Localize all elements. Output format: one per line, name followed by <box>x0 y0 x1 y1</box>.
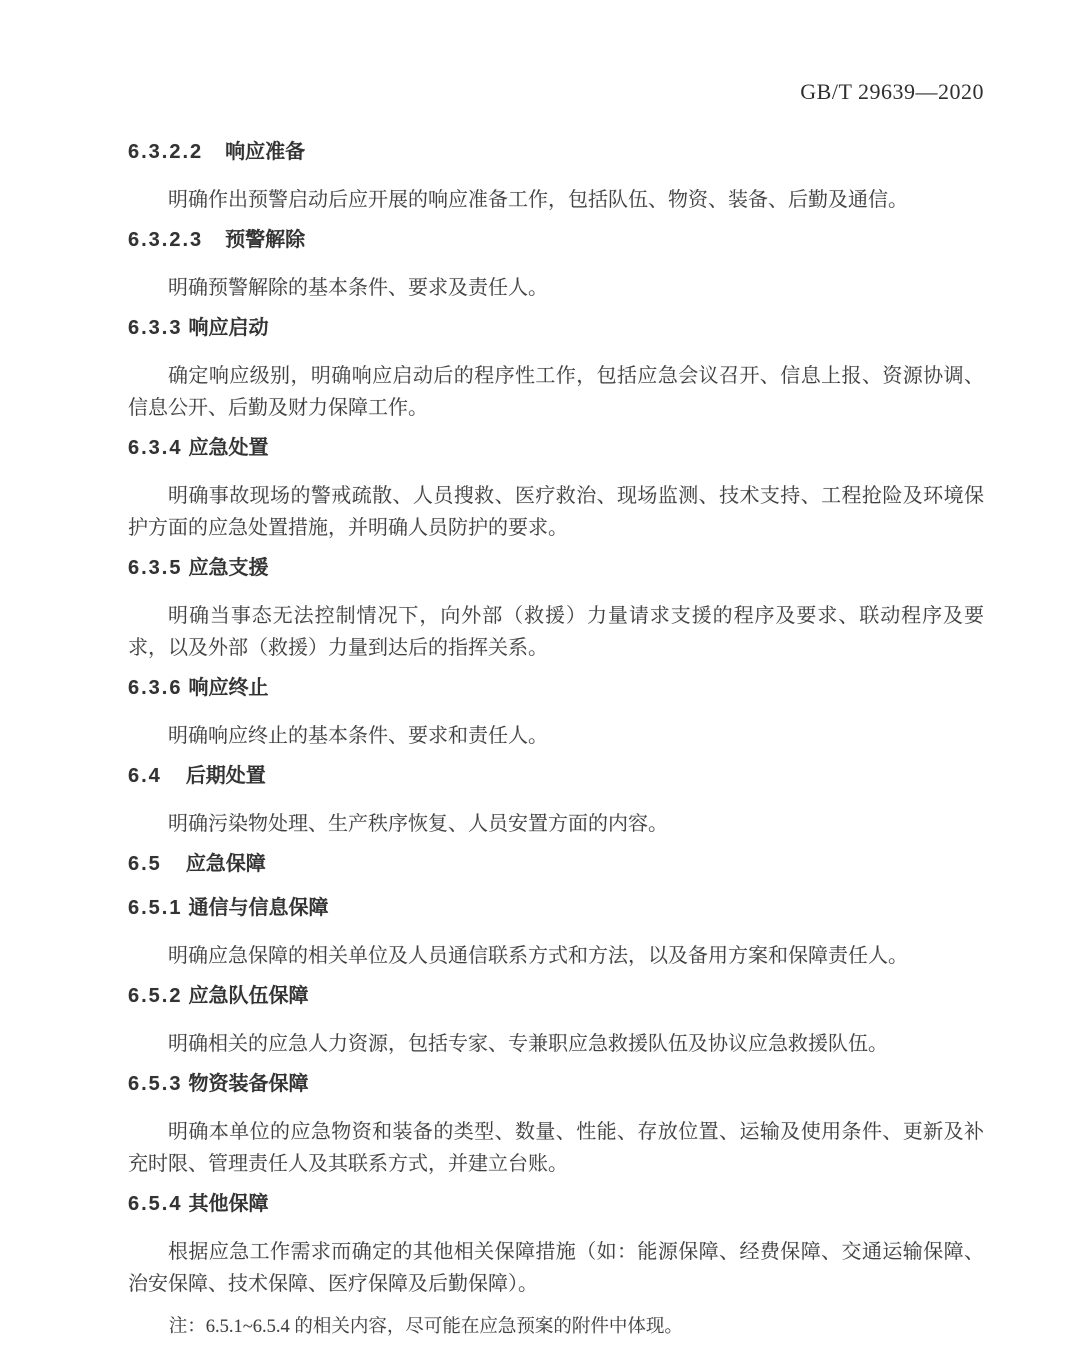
heading-number: 6.5.3 <box>128 1073 183 1095</box>
paragraph-emergency-handling: 明确事故现场的警戒疏散、人员搜救、医疗救治、现场监测、技术支持、工程抢险及环境保护方面的应急处置措施，并明确人员防护的要求。 <box>128 485 984 539</box>
heading-6-5-2 <box>128 984 984 1008</box>
heading-number: 6.3.6 <box>128 677 183 699</box>
heading-title: 响应终止 <box>188 677 269 699</box>
paragraph-response-preparation: 明确作出预警启动后应开展的响应准备工作，包括队伍、物资、装备、后勤及通信。 <box>168 189 908 211</box>
heading-6-3-5 <box>128 556 984 580</box>
paragraph-response-termination: 明确响应终止的基本条件、要求和责任人。 <box>168 725 548 747</box>
heading-number: 6.3.5 <box>128 557 183 579</box>
heading-6-5-3 <box>128 1072 984 1096</box>
heading-6-4 <box>128 764 984 788</box>
heading-number: 6.4 <box>128 765 162 787</box>
heading-title: 应急支援 <box>188 557 269 579</box>
heading-title: 物资装备保障 <box>188 1073 309 1095</box>
heading-number: 6.3.2.2 <box>128 141 204 163</box>
heading-number: 6.3.4 <box>128 437 183 459</box>
heading-6-3-2-2 <box>128 140 984 164</box>
heading-title: 应急保障 <box>185 853 266 875</box>
heading-6-3-3 <box>128 316 984 340</box>
paragraph-response-start: 确定响应级别，明确响应启动后的程序性工作，包括应急会议召开、信息上报、资源协调、信息公开、后勤及财力保障工作。 <box>128 365 984 419</box>
heading-6-5-4 <box>128 1192 984 1216</box>
heading-number: 6.3.2.3 <box>128 229 204 251</box>
heading-number: 6.5.4 <box>128 1193 183 1215</box>
heading-number: 6.3.3 <box>128 317 183 339</box>
heading-number: 6.5.1 <box>128 897 183 919</box>
heading-6-5 <box>128 852 984 876</box>
heading-6-3-4 <box>128 436 984 460</box>
heading-title: 预警解除 <box>225 229 306 251</box>
heading-title: 后期处置 <box>185 765 266 787</box>
paragraph-communication-guarantee: 明确应急保障的相关单位及人员通信联系方式和方法，以及备用方案和保障责任人。 <box>168 945 908 967</box>
heading-title: 响应启动 <box>188 317 269 339</box>
paragraph-other-guarantee: 根据应急工作需求而确定的其他相关保障措施（如：能源保障、经费保障、交通运输保障、治安保障、技术保障、医疗保障及后勤保障）。 <box>128 1241 984 1295</box>
heading-number: 6.5.2 <box>128 985 183 1007</box>
paragraph-post-disposal: 明确污染物处理、生产秩序恢复、人员安置方面的内容。 <box>168 813 668 835</box>
heading-title: 响应准备 <box>225 141 306 163</box>
paragraph-team-guarantee: 明确相关的应急人力资源，包括专家、专兼职应急救援队伍及协议应急救援队伍。 <box>168 1033 888 1055</box>
heading-title: 应急队伍保障 <box>188 985 309 1007</box>
heading-title: 应急处置 <box>188 437 269 459</box>
heading-number: 6.5 <box>128 853 162 875</box>
heading-6-5-1 <box>128 896 984 920</box>
heading-6-3-6 <box>128 676 984 700</box>
paragraph-emergency-support: 明确当事态无法控制情况下，向外部（救援）力量请求支援的程序及要求、联动程序及要求，以及外部（救援）力量到达后的指挥关系。 <box>128 605 984 659</box>
heading-title: 其他保障 <box>188 1193 269 1215</box>
standard-code-header: GB/T 29639—2020 <box>800 79 984 104</box>
note-line: 注：6.5.1~6.5.4 的相关内容，尽可能在应急预案的附件中体现。 <box>168 1317 683 1337</box>
heading-title: 通信与信息保障 <box>188 897 329 919</box>
heading-6-3-2-3 <box>128 228 984 252</box>
paragraph-material-guarantee: 明确本单位的应急物资和装备的类型、数量、性能、存放位置、运输及使用条件、更新及补充时限、管理责任人及其联系方式，并建立台账。 <box>128 1121 984 1175</box>
paragraph-warning-release: 明确预警解除的基本条件、要求及责任人。 <box>168 277 548 299</box>
